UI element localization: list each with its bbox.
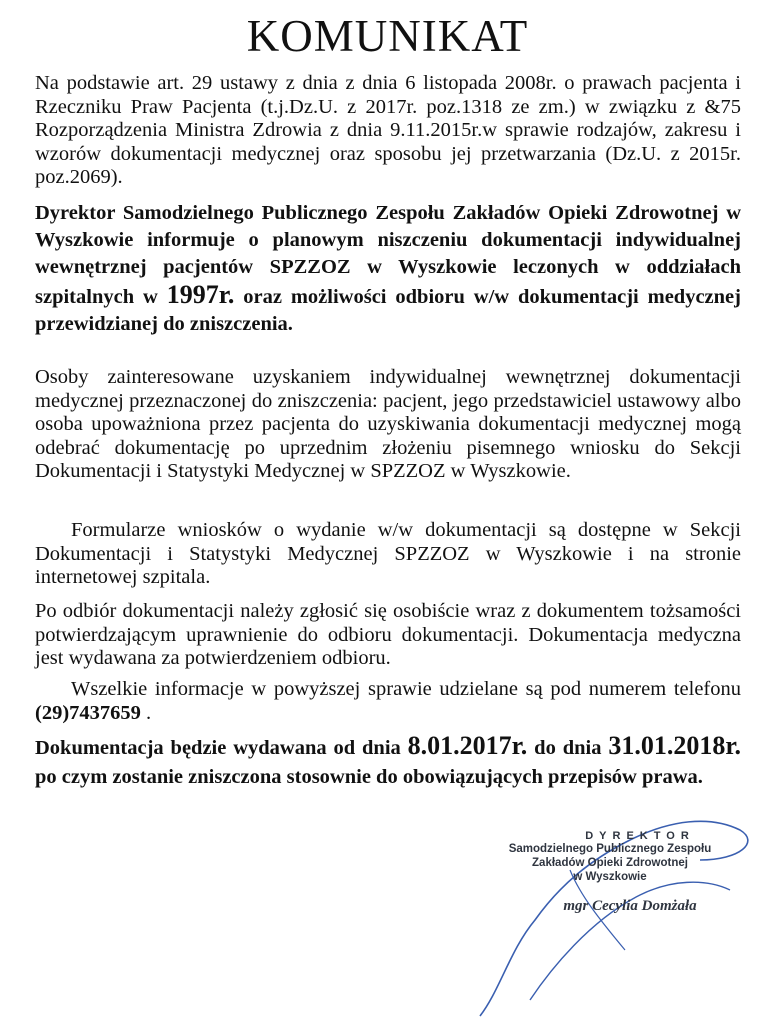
forms-paragraph: Formularze wniosków o wydanie w/w dokumentacji są dostępne w Sekcji Dokumentacji i Statystyki Medycznej SPZZOZ w Wyszkowie i na stronie internetowej szpitala. [35,519,741,588]
contact-paragraph [35,678,741,725]
end-date: 31.01.2018r. [608,731,741,760]
announcement-text-a: Dyrektor Samodzielnego Publicznego Zespołu Zakładów Opieki Zdrowotnej w Wyszkowie informuje o planowym niszczeniu dokumentacji indywidualnej wewnętrznej pacjentów SPZZOZ w Wyszkowie leczonych w oddziałach szpitalnych w [35,202,741,308]
announcement-year: 1997r. [166,280,235,309]
stamp-title: DYREKTOR [585,830,695,842]
contact-end: . [140,701,152,724]
phone-number: (29)7437659 [35,701,141,724]
director-stamp [470,830,750,915]
stamp-line-1: Samodzielnego Publicznego Zespołu [508,843,712,855]
eligibility-paragraph: Osoby zainteresowane uzyskaniem indywidualnej wewnętrznej dokumentacji medycznej przeznaczonej do zniszczenia: pacjent, jego przedstawiciel ustawowy albo osoba upoważniona przez pacjenta do uzyskiwania dokumentacji medycznej mogą odebrać dokumentację po uprzednim złożeniu pisemnego wniosku do Sekcji Dokumentacji i Statystyki Medycznej w SPZZOZ w Wyszkowie. [35,366,741,482]
announcement-paragraph [35,200,741,338]
dates-text-a: Dokumentacja będzie wydawana od dnia [35,737,408,759]
pickup-paragraph: Po odbiór dokumentacji należy zgłosić się osobiście wraz z dokumentem tożsamości potwierdzającym uprawnienie do odbioru dokumentacji. Dokumentacja medyczna jest wydawana za potwierdzeniem odbioru. [35,600,741,669]
stamp-line-2: Zakładów Opieki Zdrowotnej [532,857,688,869]
dates-paragraph [35,731,741,792]
start-date: 8.01.2017r. [407,731,528,760]
stamp-signatory-name: mgr Cecylia Domżała [563,898,697,914]
announcement-text-b: oraz możliwości odbioru w/w dokumentacji medycznej przewidzianej do zniszczenia. [35,286,741,335]
dates-text-b: do dnia [527,737,609,759]
stamp-line-3: w Wyszkowie [573,871,647,883]
document-title: KOMUNIKAT [246,11,529,61]
dates-text-c: po czym zostanie zniszczona stosownie do obowiązujących przepisów prawa. [35,766,703,788]
legal-basis-paragraph: Na podstawie art. 29 ustawy z dnia z dnia 6 listopada 2008r. o prawach pacjenta i Rzeczniku Praw Pacjenta (t.j.Dz.U. z 2017r. poz.1318 ze zm.) w związku z &75 Rozporządzenia Ministra Zdrowia z dnia 9.11.2015r.w sprawie rodzajów, zakresu i wzorów dokumentacji medycznej oraz sposobu jej przetwarzania (Dz.U. z 2015r. poz.2069). [35,72,741,188]
contact-text: Wszelkie informacje w powyższej sprawie udzielane są pod numerem telefonu [71,678,741,700]
